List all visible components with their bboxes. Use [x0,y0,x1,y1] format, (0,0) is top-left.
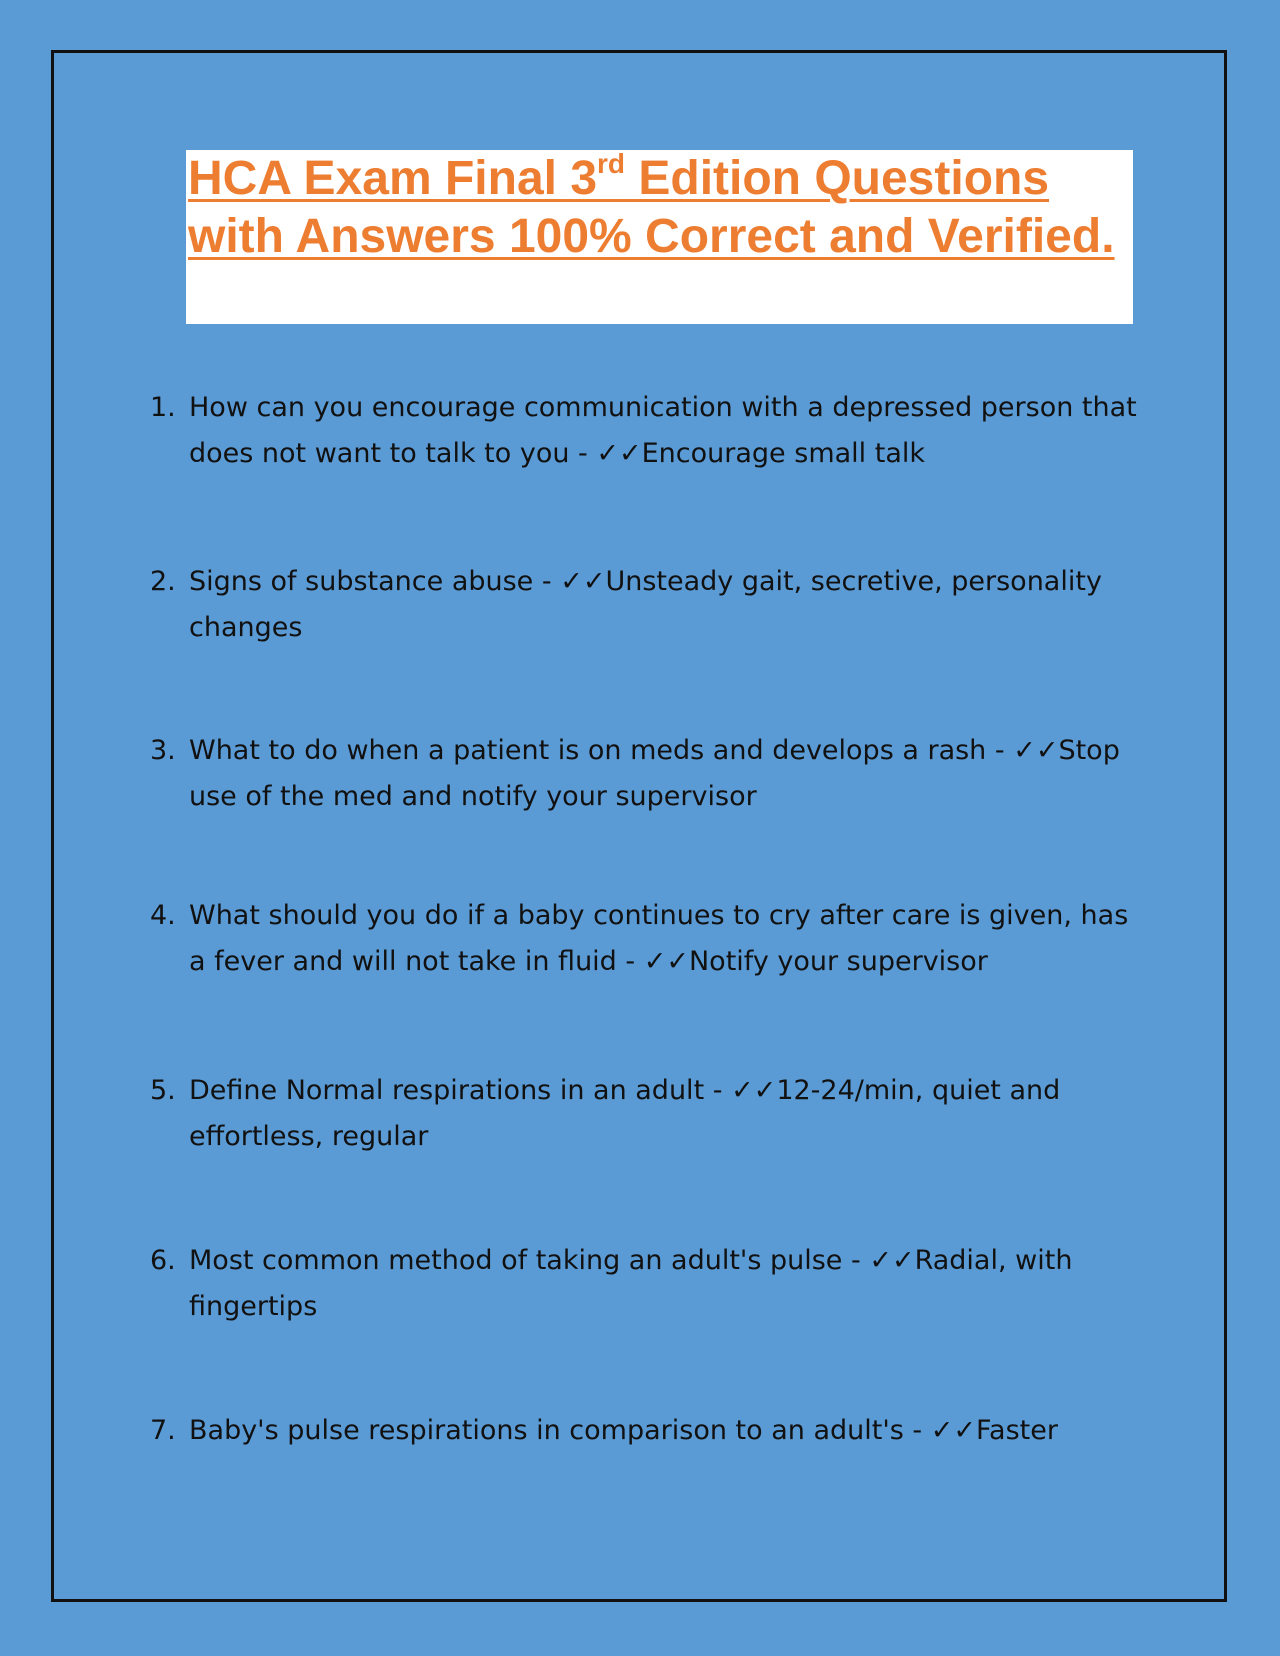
question-number: 4. [150,900,176,931]
question-text [189,728,1140,820]
answer-text: Encourage small talk [641,438,926,469]
question-number: 5. [150,1075,176,1106]
question-number: 2. [150,566,176,597]
question-number: 7. [150,1415,176,1446]
title-rest: Edition Questions with Answers 100% Correct and Verified. [188,152,1115,263]
question-prompt: What should you do if a baby continues to cry after care is given, has a fever and will not take in fluid - [189,900,1129,977]
question-number: 1. [150,392,176,423]
double-check-icon: ✓✓ [643,946,689,977]
title-box [186,150,1133,324]
question-item [150,728,1140,820]
double-check-icon: ✓✓ [596,438,642,469]
question-item [150,893,1140,985]
question-prompt: What to do when a patient is on meds and develops a rash - [189,735,1014,766]
question-text [189,559,1140,651]
question-item [150,1068,1140,1160]
answer-text: Notify your supervisor [688,946,988,977]
answer-text: 12-24/min, quiet and effortless, regular [189,1075,1061,1152]
answer-text: Stop use of the med and notify your supervisor [189,735,1120,812]
question-text [189,1408,1140,1454]
question-number: 6. [150,1245,176,1276]
double-check-icon: ✓✓ [869,1245,915,1276]
question-item [150,1238,1140,1330]
double-check-icon: ✓✓ [1013,735,1059,766]
answer-text: Faster [976,1415,1058,1446]
question-text [189,1238,1140,1330]
double-check-icon: ✓✓ [560,566,606,597]
double-check-icon: ✓✓ [731,1075,777,1106]
question-prompt: How can you encourage communication with a depressed person that does not want to talk to you - [189,392,1137,469]
question-prompt: Most common method of taking an adult's pulse - [189,1245,870,1276]
question-item [150,385,1140,477]
question-item [150,1408,1140,1454]
title-superscript: rd [597,148,626,179]
question-number: 3. [150,735,176,766]
question-prompt: Define Normal respirations in an adult - [189,1075,732,1106]
answer-text: Radial, with fingertips [189,1245,1073,1322]
question-prompt: Signs of substance abuse - [189,566,561,597]
question-text [189,893,1140,985]
title-main: HCA Exam Final 3 [188,152,598,205]
question-item [150,559,1140,651]
answer-text: Unsteady gait, secretive, personality changes [189,566,1102,643]
double-check-icon: ✓✓ [930,1415,976,1446]
question-text [189,1068,1140,1160]
document-title [188,150,1133,266]
question-prompt: Baby's pulse respirations in comparison to an adult's - [189,1415,931,1446]
question-text [189,385,1140,477]
